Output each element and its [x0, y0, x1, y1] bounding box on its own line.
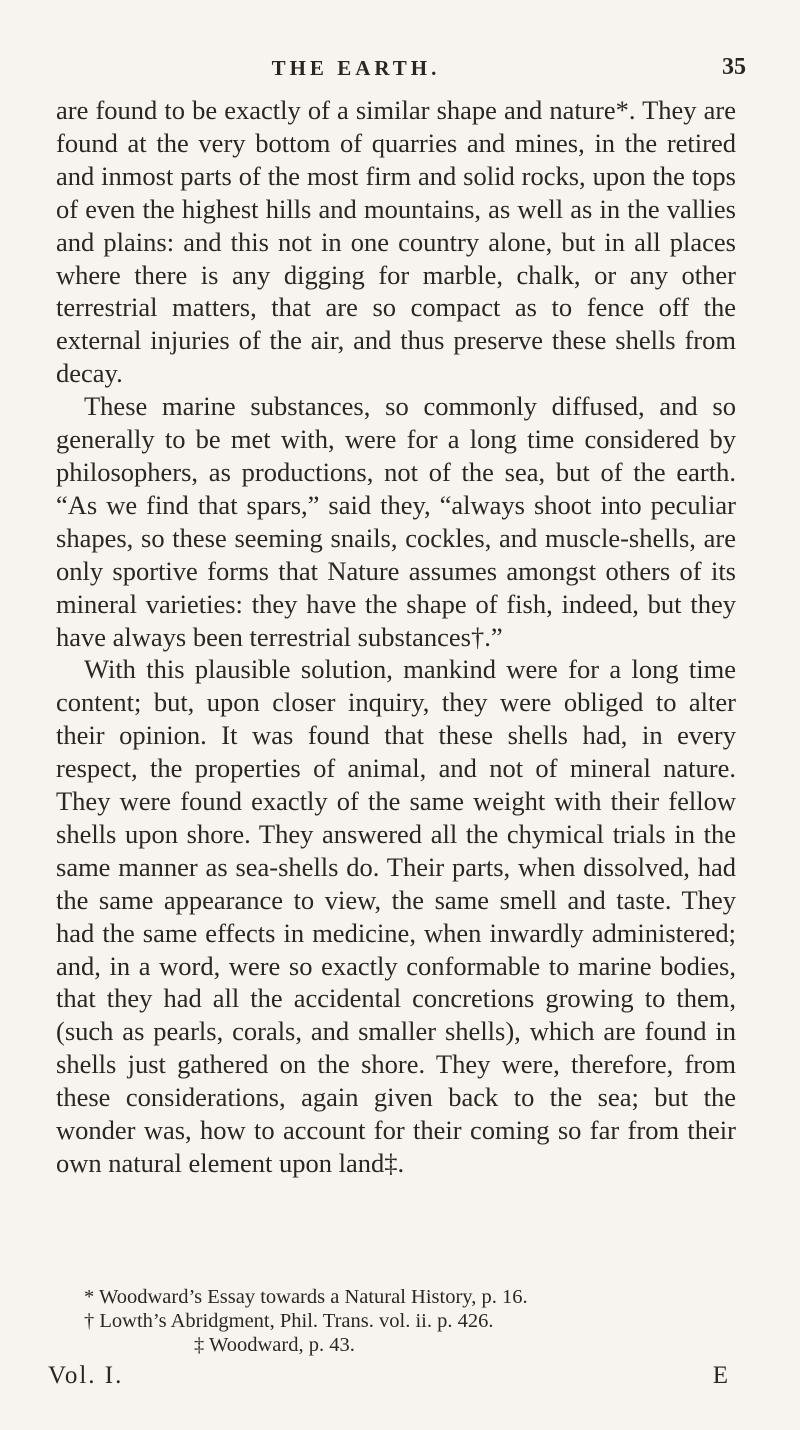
volume-label: Vol. I.: [48, 1362, 124, 1389]
page-number: 35: [722, 54, 746, 80]
signature-line: [48, 1362, 728, 1396]
footnotes: [56, 1285, 736, 1357]
paragraph-marine-substances: These marine substances, so commonly diffused, and so generally to be met with, were for a long time considered by philosophers, as productions, not of the sea, but of the earth. “As we find that spars,” said they, “always shoot into peculiar shapes, so these seeming snails, cockles, and muscle-shells, are only sportive forms that Nature assumes amongst others of its mineral varieties: they have the shape of fish, indeed, but they have always been terrestrial substances†.”: [56, 391, 736, 652]
signature-mark: E: [712, 1362, 728, 1389]
footnote-woodward-page: ‡ Woodward, p. 43.: [194, 1334, 355, 1356]
paragraph-plausible-solution: With this plausible solution, mankind were for a long time content; but, upon closer inquiry, they were obliged to alter their opinion. It was found that these shells had, in every respect, the properties of animal, and not of mineral nature. They were found exactly of the same weight with their fellow shells upon shore. They answered all the chymical trials in the same manner as sea-shells do. Their parts, when dissolved, had the same appearance to view, the same smell and taste. They had the same effects in medicine, when inwardly administered; and, in a word, were so exactly conformable to marine bodies, that they had all the accidental concretions growing to them, (such as pearls, corals, and smaller shells), which are found in shells just gathered on the shore. They were, therefore, from these considerations, again given back to the sea; but the wonder was, how to account for their coming so far from their own natural element upon land‡.: [56, 654, 736, 1178]
paragraph-continuation: are found to be exactly of a similar shape and nature*. They are found at the very bottom of quarries and mines, in the retired and inmost parts of the most firm and solid rocks, upon the tops of even the highest hills and mountains, as well as in the vallies and plains: and this not in one country alone, but in all places where there is any digging for marble, chalk, or any other terrestrial matters, that are so compact as to fence off the external injuries of the air, and thus preserve these shells from decay.: [56, 95, 736, 389]
running-head-title: THE EARTH.: [271, 56, 441, 80]
footnote-lowth-abridgment: † Lowth’s Abridgment, Phil. Trans. vol. ii. p. 426.: [84, 1310, 494, 1332]
running-head: [56, 48, 746, 88]
footnote-woodward-essay: * Woodward’s Essay towards a Natural History, p. 16.: [84, 1286, 528, 1308]
body-text: [56, 94, 736, 1180]
